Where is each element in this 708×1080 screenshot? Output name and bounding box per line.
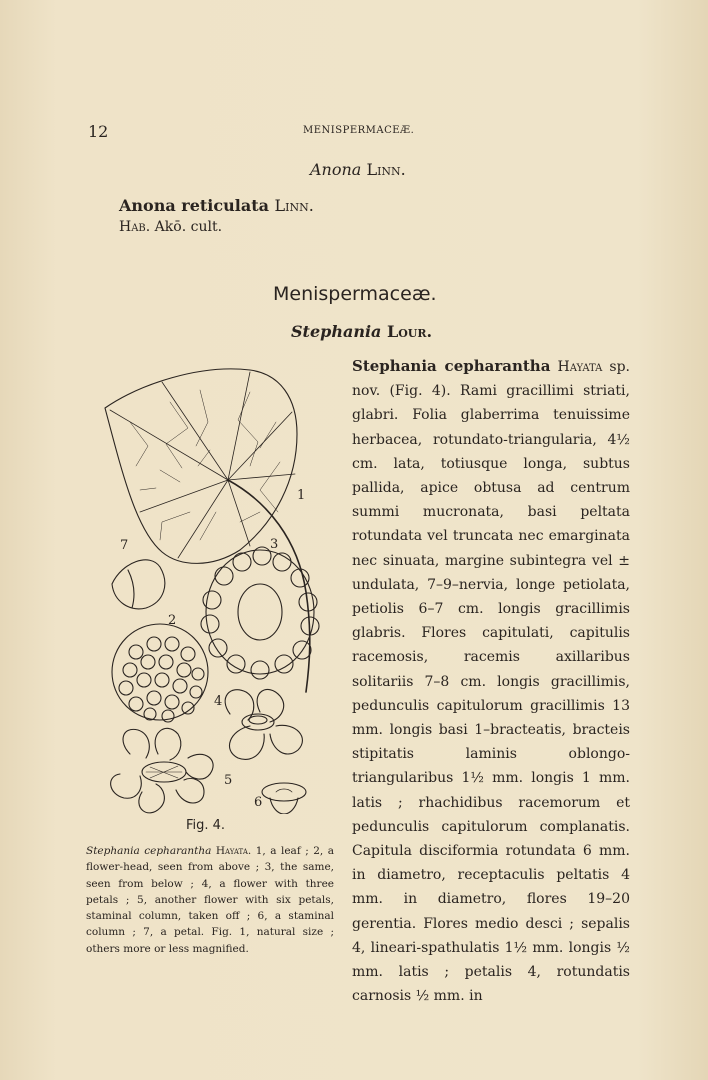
genus-author: Lour. (386, 322, 433, 341)
figure-number: 2 (168, 613, 177, 628)
genus-heading-stephania (291, 322, 432, 341)
genus-name: Stephania (291, 322, 382, 341)
figure-caption (86, 843, 334, 957)
figure-number: 6 (254, 795, 263, 810)
description-author: Hayata (557, 359, 603, 375)
botanical-illustration (100, 362, 326, 814)
genus-author: Linn. (366, 160, 406, 179)
species-description (352, 354, 630, 1008)
flower-head-bottom-drawing (201, 547, 319, 679)
caption-species: Stephania cepharantha (86, 845, 212, 857)
genus-heading-anona (310, 160, 406, 179)
figure-number: 4 (214, 694, 223, 709)
six-petal-flower-drawing (111, 728, 213, 813)
description-species-name: Stephania cepharantha (352, 357, 551, 375)
figure-number: 1 (297, 488, 306, 503)
leaf-drawing (105, 369, 297, 563)
running-head: MENISPERMACEÆ. (303, 125, 415, 136)
family-heading: Menispermaceæ. (273, 283, 437, 305)
staminal-column-drawing (262, 783, 306, 814)
figure-number: 3 (270, 537, 279, 552)
page-number: 12 (88, 122, 109, 141)
genus-name: Anona (310, 160, 362, 179)
flower-head-top-drawing (112, 624, 208, 722)
three-petal-flower-drawing (225, 689, 302, 759)
caption-author: Hayata. (215, 845, 252, 857)
habitat-line (119, 219, 222, 235)
species-name: Anona reticulata (119, 196, 269, 215)
figure-label: Fig. 4. (186, 818, 226, 833)
habitat-text: Akō. cult. (150, 219, 223, 235)
habitat-label: Hab. (119, 219, 151, 235)
species-heading-anona-reticulata (119, 196, 314, 215)
figure-number: 7 (120, 538, 129, 553)
description-text: sp. nov. (Fig. 4). Rami gracillimi striati, glabri. Folia glaberrima tenuissime herbacea, rotundato-triangularia, 4½ cm. lata, totiusque longa, subtus pallida, apice obtusa ad centrum summi mucronata, basi peltata rotundata vel truncata nec emarginata nec sinuata, margine subintegra vel ± undulata, 7–9–nervia, longe petiolata, petiolis 6–7 cm. longis gracillimis glabris. Flores capitulati, capitulis racemosis, racemis axillaribus solitariis 7–8 cm. longis gracillimis, pedunculis capitulorum gracillimis 13 mm. longis basi 1–bracteatis, bracteis stipitatis laminis oblongo-triangularibus 1½ mm. longis 1 mm. latis ; rhachidibus racemorum et pedunculis capitulorum complanatis. Capitula disciformia rotundata 6 mm. in diametro, receptaculis peltatis 4 mm. in diametro, flores 19–20 gerentia. Flores medio desci ; sepalis 4, lineari-spathulatis 1½ mm. longis ½ mm. latis ; petalis 4, rotundatis carnosis ½ mm. in (352, 359, 630, 1005)
petal-drawing (112, 560, 165, 609)
caption-text: 1, a leaf ; 2, a flower-head, seen from above ; 3, the same, seen from below ; 4, a flower with three petals ; 5, another flower with six petals, staminal column, taken off ; 6, a staminal column ; 7, a petal. Fig. 1, natural size ; others more or less magnified. (86, 845, 334, 955)
species-author: Linn. (274, 196, 314, 215)
figure-number: 5 (224, 773, 233, 788)
